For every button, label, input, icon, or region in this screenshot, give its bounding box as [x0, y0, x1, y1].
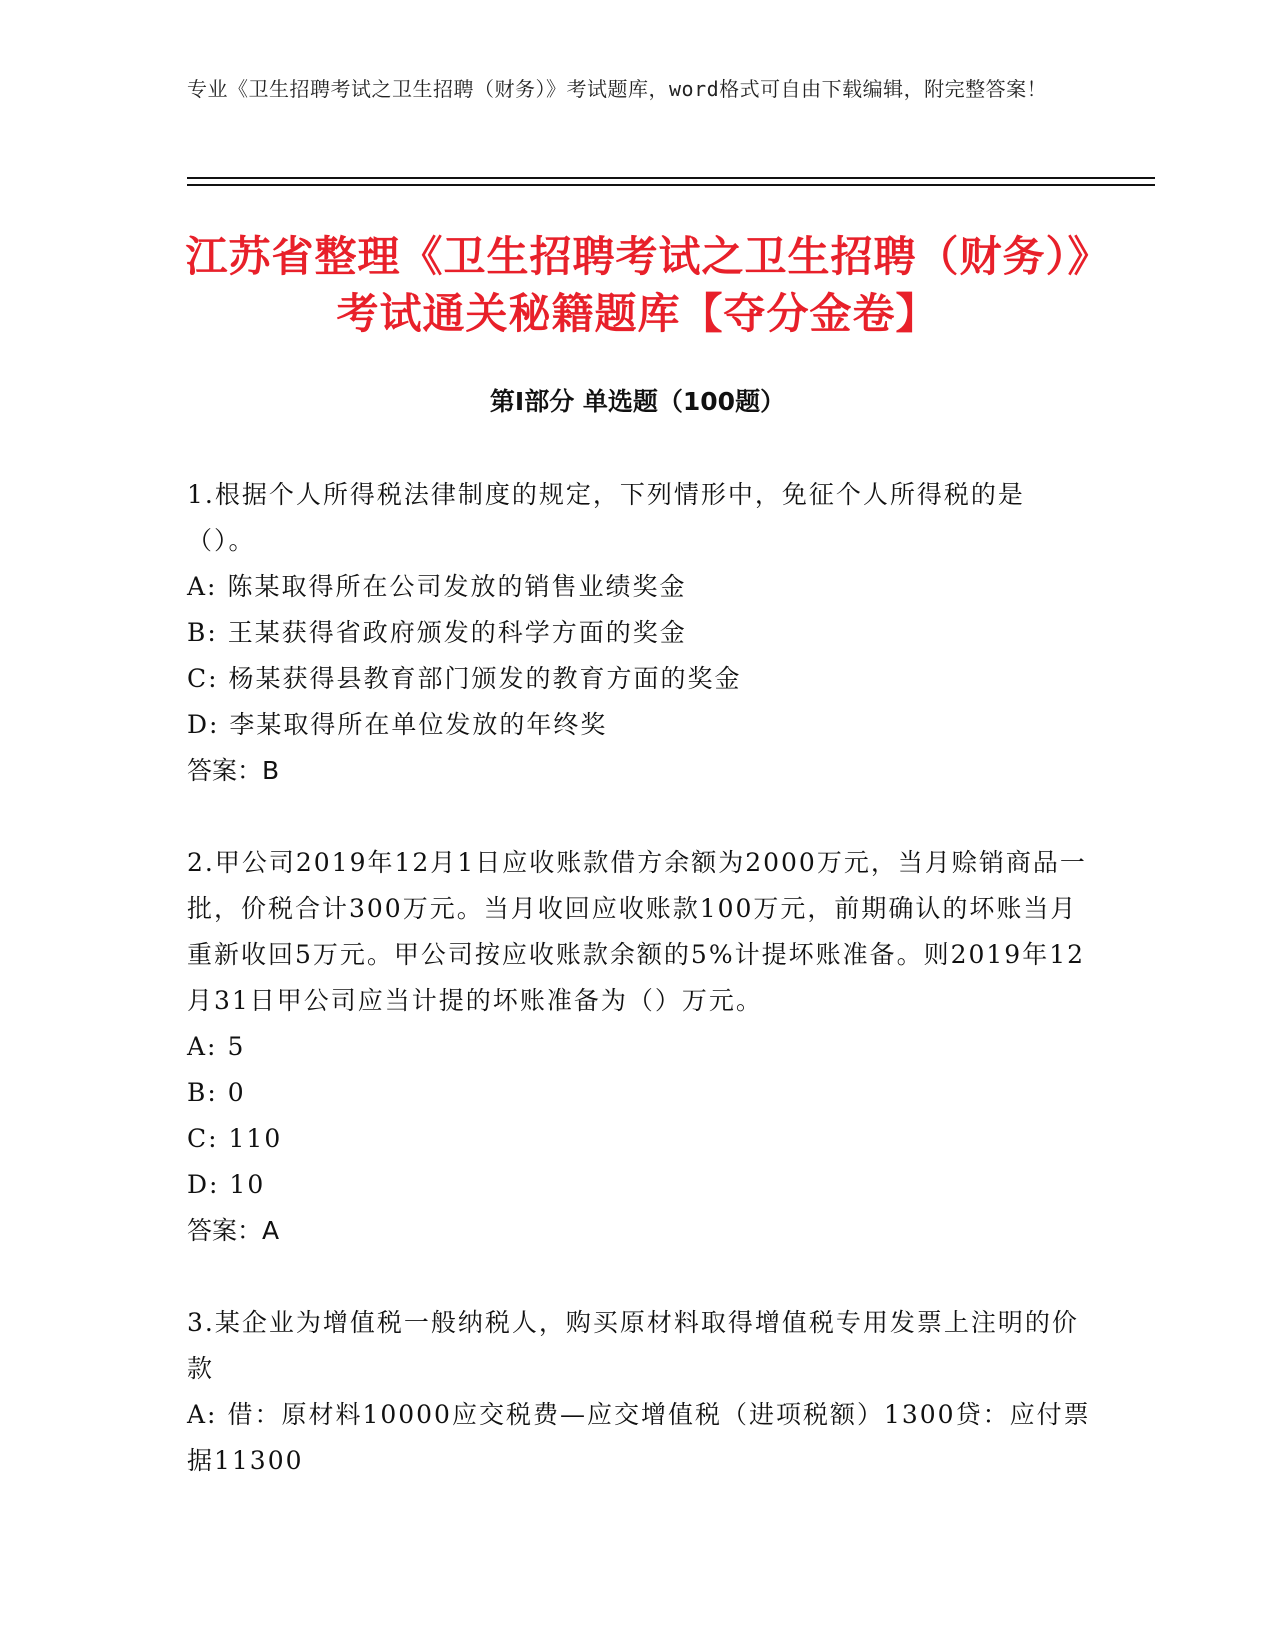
question-1 — [187, 472, 1092, 794]
option-letter: B: — [187, 618, 218, 647]
option-c — [187, 1116, 1092, 1162]
option-text: 李某取得所在单位发放的年终奖 — [229, 710, 608, 739]
question-2 — [187, 840, 1092, 1254]
option-text: 0 — [227, 1078, 246, 1107]
option-letter: A: — [187, 1400, 218, 1429]
option-letter: D: — [187, 1170, 220, 1199]
option-letter: A: — [187, 1032, 218, 1061]
option-a — [187, 564, 1092, 610]
option-letter: C: — [187, 1124, 219, 1153]
option-b — [187, 1070, 1092, 1116]
option-text: 10 — [229, 1170, 266, 1199]
option-letter: C: — [187, 664, 219, 693]
option-d — [187, 1162, 1092, 1208]
option-letter: D: — [187, 710, 220, 739]
header-divider-top — [187, 177, 1155, 179]
section-heading: 第I部分 单选题（100题） — [489, 387, 786, 416]
option-d — [187, 702, 1092, 748]
option-letter: B: — [187, 1078, 218, 1107]
question-stem: 1.根据个人所得税法律制度的规定，下列情形中，免征个人所得税的是（）。 — [187, 480, 1025, 555]
question-stem: 2.甲公司2019年12月1日应收账款借方余额为2000万元，当月赊销商品一批，价税合计300万元。当月收回应收账款100万元，前期确认的坏账当月重新收回5万元。甲公司按应收账款余额的5%计提坏账准备。则2019年12月31日甲公司应当计提的坏账准备为（）万元。 — [187, 848, 1087, 1015]
option-a — [187, 1392, 1092, 1484]
document-title: 江苏省整理《卫生招聘考试之卫生招聘（财务）》考试通关秘籍题库【夺分金卷】 — [185, 232, 1090, 338]
option-b — [187, 610, 1092, 656]
option-text: 110 — [228, 1124, 283, 1153]
option-text: 陈某取得所在公司发放的销售业绩奖金 — [227, 572, 687, 601]
option-text: 借：原材料10000应交税费—应交增值税（进项税额）1300贷：应付票据11300 — [187, 1400, 1091, 1475]
header-note: 专业《卫生招聘考试之卫生招聘（财务）》考试题库，word格式可自由下载编辑，附完整答案！ — [187, 77, 1048, 101]
question-stem: 3.某企业为增值税一般纳税人，购买原材料取得增值税专用发票上注明的价款 — [187, 1308, 1079, 1383]
answer-line: 答案：B — [187, 756, 280, 785]
header-divider-bottom — [187, 184, 1155, 186]
option-text: 王某获得省政府颁发的科学方面的奖金 — [227, 618, 687, 647]
option-text: 杨某获得县教育部门颁发的教育方面的奖金 — [228, 664, 742, 693]
question-3 — [187, 1300, 1092, 1484]
option-a — [187, 1024, 1092, 1070]
option-text: 5 — [227, 1032, 246, 1061]
question-list — [187, 472, 1092, 1530]
option-c — [187, 656, 1092, 702]
answer-line: 答案：A — [187, 1216, 280, 1245]
option-letter: A: — [187, 572, 218, 601]
